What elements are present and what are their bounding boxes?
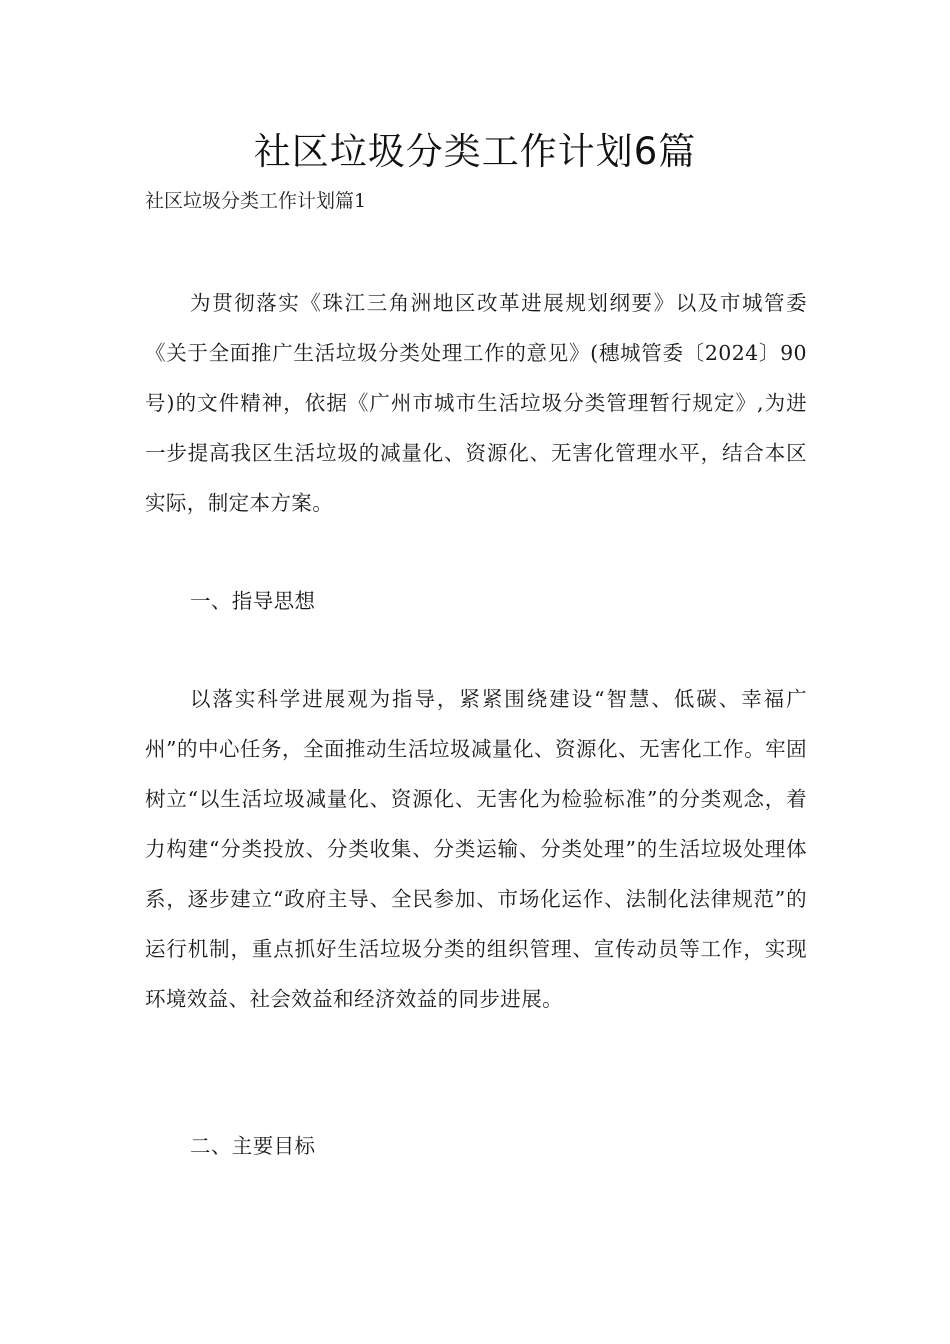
body-paragraph-intro: 为贯彻落实《珠江三角洲地区改革进展规划纲要》以及市城管委《关于全面推广生活垃圾分类处理工作的意见》(穗城管委〔2024〕90号)的文件精神，依据《广州市城市生活垃圾分类管理暂行规定》,为进一步提高我区生活垃圾的减量化、资源化、无害化管理水平，结合本区实际，制定本方案。 [145, 291, 807, 515]
document-subtitle: 社区垃圾分类工作计划篇1 [145, 190, 367, 212]
section-heading-main-goals: 二、主要目标 [190, 1134, 316, 1158]
body-paragraph-guiding-ideology: 以落实科学进展观为指导，紧紧围绕建设“智慧、低碳、幸福广州”的中心任务，全面推动生活垃圾减量化、资源化、无害化工作。牢固树立“以生活垃圾减量化、资源化、无害化为检验标准”的分类观念，着力构建“分类投放、分类收集、分类运输、分类处理”的生活垃圾处理体系，逐步建立“政府主导、全民参加、市场化运作、法制化法律规范”的运行机制，重点抓好生活垃圾分类的组织管理、宣传动员等工作，实现环境效益、社会效益和经济效益的同步进展。 [145, 687, 807, 1011]
section-heading-guiding-ideology: 一、指导思想 [190, 589, 316, 613]
document-title: 社区垃圾分类工作计划6篇 [253, 130, 697, 173]
